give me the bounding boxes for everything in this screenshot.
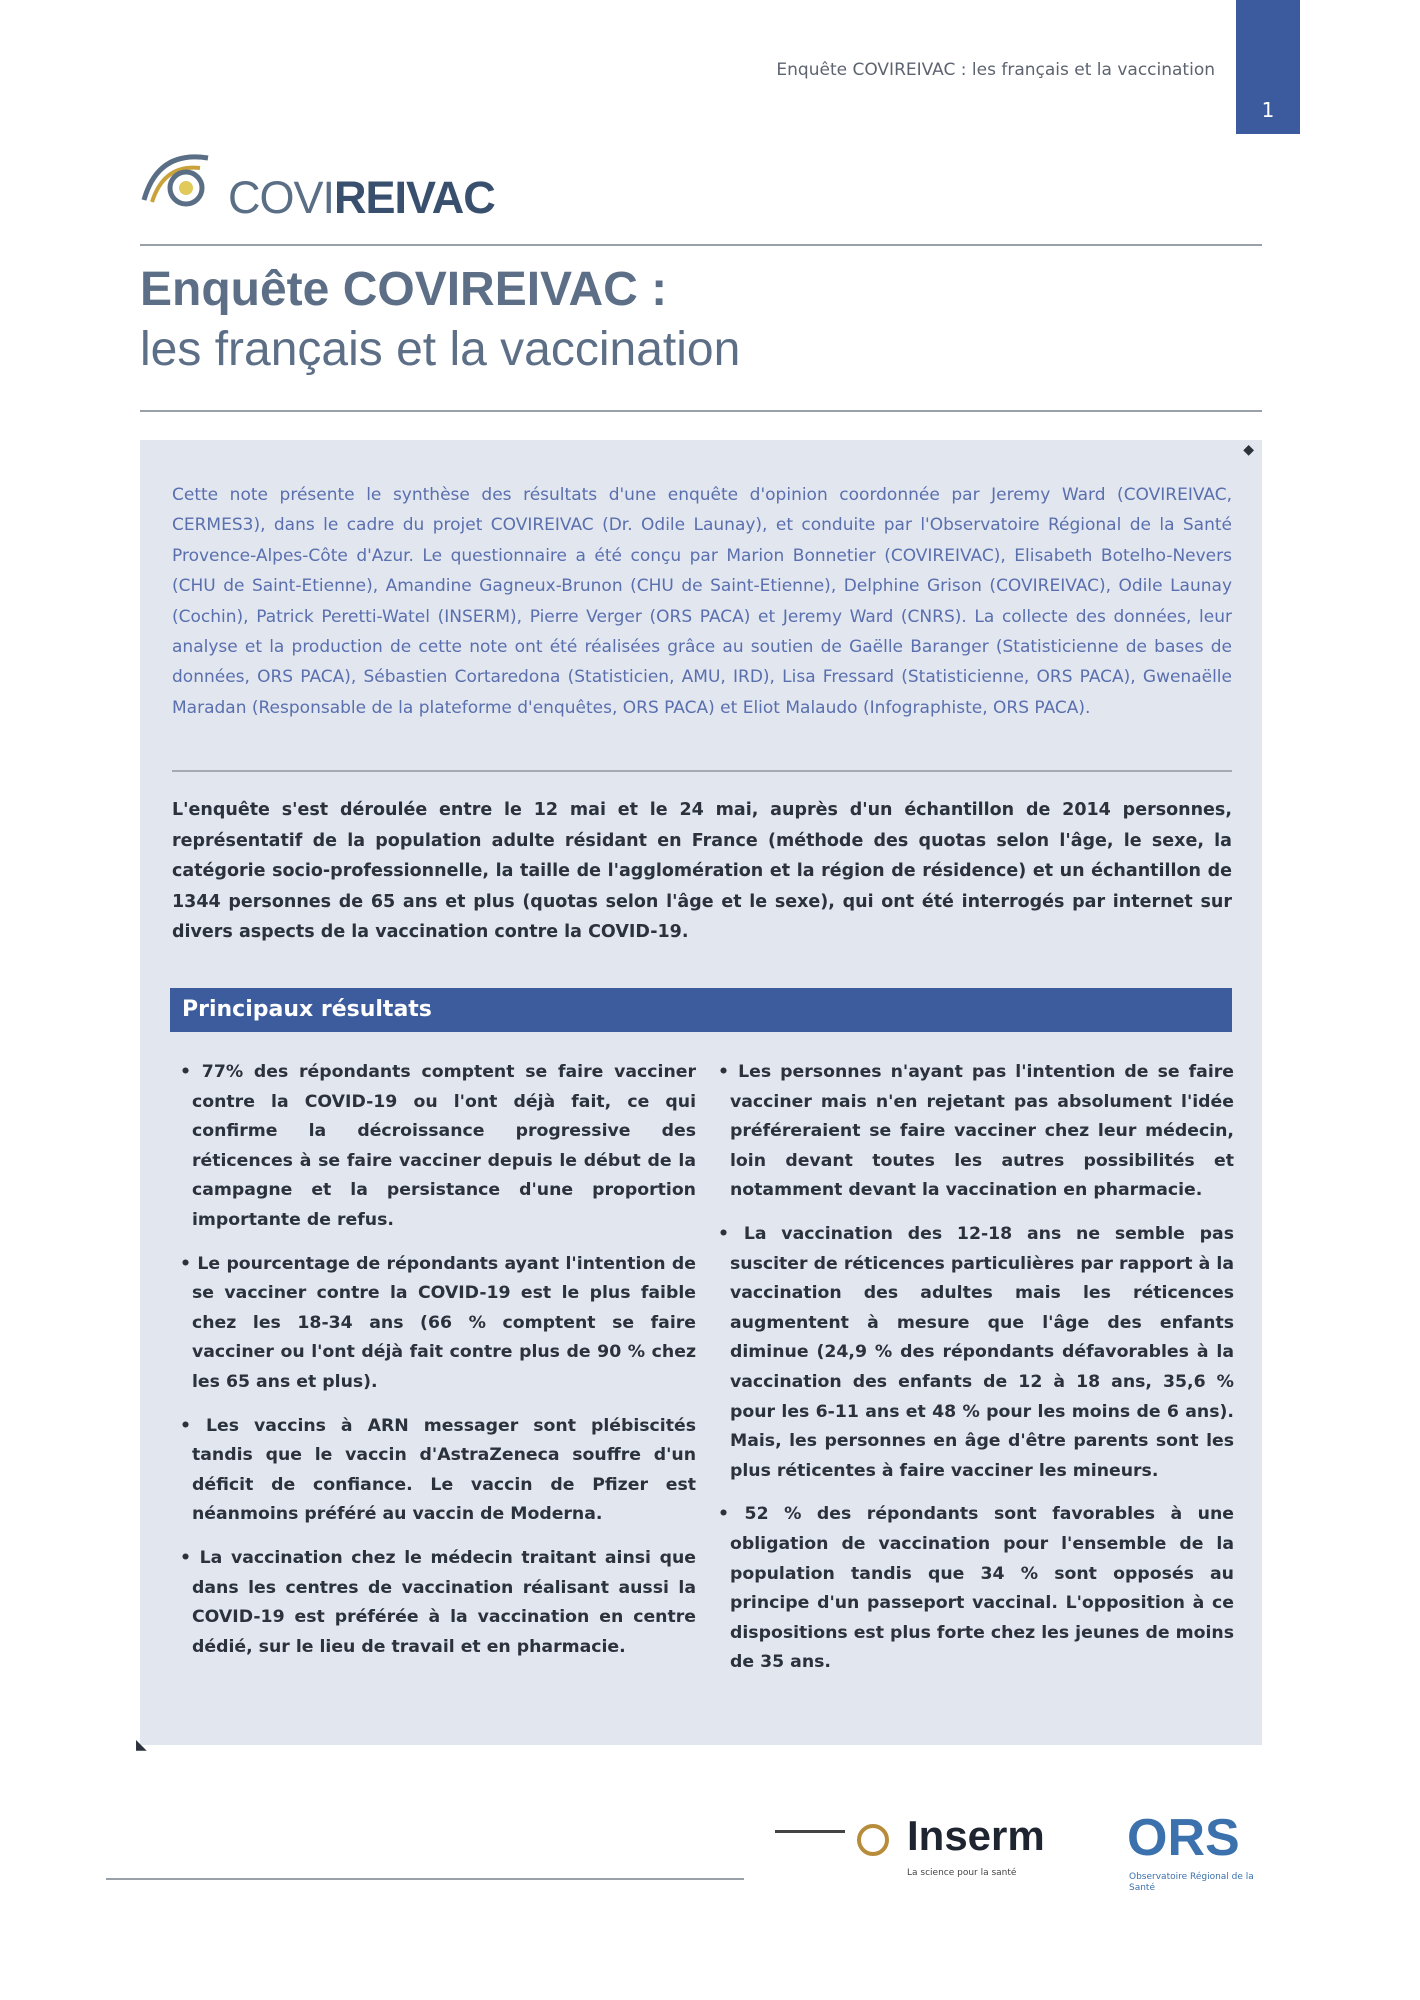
intro-paragraph: Cette note présente le synthèse des résultats d'une enquête d'opinion coordonnée par Jeremy Ward (COVIREIVAC, CERMES3), dans le cadre du projet COVIREIVAC (Dr. Odile Launay), et conduite par l'Observatoire Régional de la Santé Provence-Alpes-Côte d'Azur. Le questionnaire a été conçu par Marion Bonnetier (COVIREIVAC), Elisabeth Botelho-Nevers (CHU de Saint-Etienne), Amandine Gagneux-Brunon (CHU de Saint-Etienne), Delphine Grison (COVIREIVAC), Odile Launay (Cochin), Patrick Peretti-Watel (INSERM), Pierre Verger (ORS PACA) et Jeremy Ward (CNRS). La collecte des données, leur analyse et la production de cette note ont été réalisées grâce au soutien de Gaëlle Baranger (Statisticienne de bases de données, ORS PACA), Sébastien Cortaredona (Statisticien, AMU, IRD), Lisa Fressard (Statisticienne, ORS PACA), Gwenaëlle Maradan (Responsable de la plateforme d'enquêtes, ORS PACA) et Eliot Malaudo (Infographiste, ORS PACA). [172,485,1232,718]
covireivac-swoosh-icon [138,140,228,220]
title-bottom-rule [140,410,1262,412]
inserm-tagline: La science pour la santé [907,1868,1017,1878]
footer-rule [106,1878,744,1880]
result-item: • Le pourcentage de répondants ayant l'intention de se vacciner contre la COVID-19 est le plus faible chez les 18-34 ans (66 % comptent se faire vacciner ou l'ont déjà fait contre plus de 90 % chez les 65 ans et plus). [180,1253,696,1392]
result-item: • Les personnes n'ayant pas l'intention de se faire vacciner mais n'en rejetant pas absolument l'idée préféreraient se faire vacciner chez leur médecin, loin devant toutes les autres possibilités et notamment devant la vaccination en pharmacie. [718,1062,1234,1201]
intro-divider [172,770,1232,772]
ors-tagline: Observatoire Régional de la Santé [1129,1872,1254,1893]
logo-wordmark [228,172,495,224]
corner-mark-bottom: ◣ [136,1737,147,1753]
results-column-right [718,1058,1234,1692]
ors-logo: ORS [1127,1809,1240,1867]
page-subtitle: les français et la vaccination [140,323,741,376]
page-number: 1 [1261,98,1275,122]
inserm-logo: Inserm [907,1812,1045,1859]
government-logo [775,1830,845,1855]
summary-box [136,440,1262,1753]
result-item: • La vaccination chez le médecin traitant ainsi que dans les centres de vaccination réalisant aussi la COVID-19 est préférée à la vaccination en centre dédié, sur le lieu de travail et en pharmacie. [180,1547,696,1657]
page-number-tab [1236,0,1300,134]
corner-mark-top: ◆ [1243,442,1254,458]
page-title: Enquête COVIREIVAC : [140,263,668,316]
partner-seal-icon [857,1824,889,1856]
results-column-left [180,1058,696,1676]
footer-logos [775,1809,1275,1907]
logo-suffix: REIVAC [334,172,495,223]
running-header: Enquête COVIREIVAC : les français et la vaccination [776,60,1215,80]
result-item: • La vaccination des 12-18 ans ne semble pas susciter de réticences particulières par rapport à la vaccination des adultes mais les réticences augmentent à mesure que l'âge des enfants diminue (24,9 % des répondants défavorables à la vaccination des enfants de 12 à 18 ans, 35,6 % pour les 6-11 ans et 48 % pour les moins de 6 ans). Mais, les personnes en âge d'être parents sont les plus réticentes à faire vacciner les mineurs. [718,1223,1234,1481]
method-paragraph: L'enquête s'est déroulée entre le 12 mai et le 24 mai, auprès d'un échantillon de 2014 personnes, représentatif de la population adulte résidant en France (méthode des quotas selon l'âge, le sexe, la catégorie socio-professionnelle, la taille de l'agglomération et la région de résidence) et un échantillon de 1344 personnes de 65 ans et plus (quotas selon l'âge et le sexe), qui ont été interrogés par internet sur divers aspects de la vaccination contre la COVID-19. [172,800,1232,943]
results-heading-bar [170,988,1232,1032]
title-top-rule [140,244,1262,246]
result-item: • 77% des répondants comptent se faire vacciner contre la COVID-19 ou l'ont déjà fait, ce qui confirme la décroissance progressive des réticences à se faire vacciner depuis le début de la campagne et la persistance d'une proportion importante de refus. [180,1062,696,1230]
result-item: • 52 % des répondants sont favorables à une obligation de vaccination pour l'ensemble de la population tandis que 34 % sont opposés au principe d'un passeport vaccinal. L'opposition à ce dispositions est plus forte chez les jeunes de moins de 35 ans. [718,1504,1234,1673]
logo-prefix: COVI [228,172,335,223]
results-heading: Principaux résultats [182,997,432,1022]
result-item: • Les vaccins à ARN messager sont plébiscités tandis que le vaccin d'AstraZeneca souffre d'un déficit de confiance. Le vaccin de Pfizer est néanmoins préféré au vaccin de Moderna. [180,1415,696,1525]
covireivac-logo [138,140,538,223]
